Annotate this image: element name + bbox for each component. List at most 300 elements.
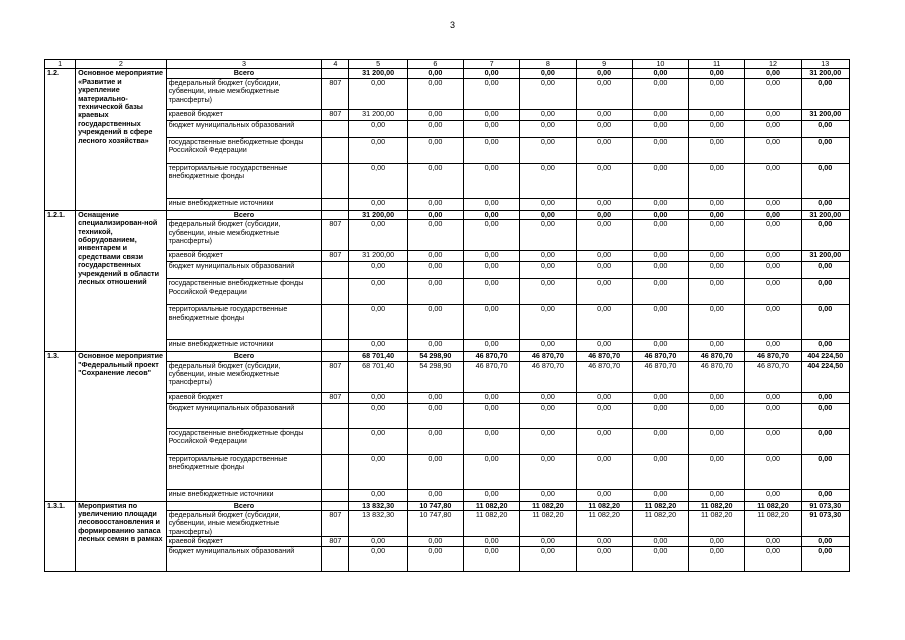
amount-cell: 0,00 bbox=[689, 547, 745, 572]
amount-cell: 0,00 bbox=[745, 454, 801, 489]
amount-cell: 0,00 bbox=[632, 198, 688, 210]
amount-cell: 0,00 bbox=[349, 198, 407, 210]
amount-cell: 0,00 bbox=[689, 428, 745, 454]
funding-source: территориальные государственные внебюджетные фонды bbox=[166, 163, 322, 198]
amount-cell: 0,00 bbox=[576, 305, 632, 340]
amount-cell: 0,00 bbox=[576, 109, 632, 120]
amount-cell: 0,00 bbox=[745, 210, 801, 219]
amount-cell: 0,00 bbox=[576, 279, 632, 305]
funding-source: бюджет муниципальных образований bbox=[166, 262, 322, 279]
amount-cell: 46 870,70 bbox=[520, 361, 576, 392]
amount-cell: 0,00 bbox=[689, 262, 745, 279]
amount-cell: 0,00 bbox=[520, 251, 576, 262]
amount-cell: 0,00 bbox=[520, 137, 576, 163]
budget-code bbox=[322, 137, 349, 163]
table-row bbox=[45, 489, 850, 501]
amount-cell: 0,00 bbox=[576, 120, 632, 137]
amount-cell: 0,00 bbox=[464, 220, 520, 251]
amount-cell: 0,00 bbox=[689, 220, 745, 251]
amount-cell: 0,00 bbox=[464, 137, 520, 163]
amount-cell: 0,00 bbox=[407, 454, 463, 489]
amount-cell: 13 832,30 bbox=[349, 511, 407, 537]
amount-cell: 0,00 bbox=[464, 69, 520, 78]
column-number-row bbox=[45, 60, 850, 69]
amount-cell: 54 298,90 bbox=[407, 361, 463, 392]
column-number: 9 bbox=[576, 60, 632, 69]
amount-cell: 0,00 bbox=[464, 403, 520, 428]
amount-cell: 0,00 bbox=[349, 403, 407, 428]
amount-cell: 0,00 bbox=[689, 78, 745, 109]
amount-cell: 0,00 bbox=[576, 454, 632, 489]
budget-code bbox=[322, 489, 349, 501]
amount-cell: 46 870,70 bbox=[745, 352, 801, 361]
amount-cell: 0,00 bbox=[745, 489, 801, 501]
funding-source: территориальные государственные внебюджетные фонды bbox=[166, 454, 322, 489]
amount-cell: 0,00 bbox=[801, 489, 849, 501]
funding-source: Всего bbox=[166, 352, 322, 361]
budget-code: 807 bbox=[322, 537, 349, 547]
amount-cell: 0,00 bbox=[576, 262, 632, 279]
amount-cell: 0,00 bbox=[407, 220, 463, 251]
amount-cell: 46 870,70 bbox=[632, 361, 688, 392]
amount-cell: 0,00 bbox=[632, 78, 688, 109]
budget-code bbox=[322, 403, 349, 428]
amount-cell: 10 747,80 bbox=[407, 501, 463, 510]
amount-cell: 0,00 bbox=[464, 109, 520, 120]
table-row bbox=[45, 547, 850, 572]
budget-code: 807 bbox=[322, 361, 349, 392]
amount-cell: 0,00 bbox=[520, 403, 576, 428]
funding-source: иные внебюджетные источники bbox=[166, 489, 322, 501]
amount-cell: 0,00 bbox=[745, 220, 801, 251]
amount-cell: 11 082,20 bbox=[520, 501, 576, 510]
amount-cell: 0,00 bbox=[464, 120, 520, 137]
amount-cell: 13 832,30 bbox=[349, 501, 407, 510]
funding-source: государственные внебюджетные фонды Российской Федерации bbox=[166, 428, 322, 454]
amount-cell: 0,00 bbox=[407, 262, 463, 279]
amount-cell: 0,00 bbox=[801, 403, 849, 428]
amount-cell: 0,00 bbox=[689, 251, 745, 262]
amount-cell: 0,00 bbox=[349, 220, 407, 251]
table-row bbox=[45, 120, 850, 137]
amount-cell: 31 200,00 bbox=[801, 69, 849, 78]
amount-cell: 0,00 bbox=[689, 403, 745, 428]
amount-cell: 0,00 bbox=[689, 537, 745, 547]
amount-cell: 31 200,00 bbox=[349, 210, 407, 219]
amount-cell: 0,00 bbox=[632, 251, 688, 262]
amount-cell: 0,00 bbox=[349, 340, 407, 352]
budget-code bbox=[322, 352, 349, 361]
funding-source: федеральный бюджет (субсидии, субвенции, иные межбюджетные трансферты) bbox=[166, 78, 322, 109]
amount-cell: 0,00 bbox=[801, 78, 849, 109]
table-row bbox=[45, 352, 850, 361]
amount-cell: 0,00 bbox=[689, 109, 745, 120]
budget-table bbox=[44, 59, 850, 572]
amount-cell: 0,00 bbox=[464, 454, 520, 489]
amount-cell: 0,00 bbox=[464, 78, 520, 109]
amount-cell: 0,00 bbox=[745, 305, 801, 340]
table-row bbox=[45, 262, 850, 279]
amount-cell: 0,00 bbox=[576, 547, 632, 572]
budget-code: 807 bbox=[322, 251, 349, 262]
amount-cell: 91 073,30 bbox=[801, 511, 849, 537]
amount-cell: 0,00 bbox=[407, 137, 463, 163]
budget-code: 807 bbox=[322, 78, 349, 109]
table-row bbox=[45, 361, 850, 392]
amount-cell: 0,00 bbox=[632, 109, 688, 120]
amount-cell: 0,00 bbox=[632, 279, 688, 305]
funding-source: Всего bbox=[166, 501, 322, 510]
amount-cell: 0,00 bbox=[801, 198, 849, 210]
budget-code bbox=[322, 340, 349, 352]
amount-cell: 0,00 bbox=[745, 428, 801, 454]
amount-cell: 0,00 bbox=[407, 279, 463, 305]
budget-code bbox=[322, 501, 349, 510]
amount-cell: 0,00 bbox=[464, 305, 520, 340]
amount-cell: 0,00 bbox=[689, 137, 745, 163]
amount-cell: 0,00 bbox=[407, 489, 463, 501]
amount-cell: 0,00 bbox=[407, 305, 463, 340]
amount-cell: 0,00 bbox=[464, 340, 520, 352]
amount-cell: 0,00 bbox=[520, 537, 576, 547]
budget-code: 807 bbox=[322, 392, 349, 403]
amount-cell: 404 224,50 bbox=[801, 352, 849, 361]
table-row bbox=[45, 163, 850, 198]
amount-cell: 0,00 bbox=[349, 78, 407, 109]
amount-cell: 0,00 bbox=[745, 392, 801, 403]
amount-cell: 0,00 bbox=[689, 305, 745, 340]
column-number: 11 bbox=[689, 60, 745, 69]
funding-source: государственные внебюджетные фонды Российской Федерации bbox=[166, 137, 322, 163]
amount-cell: 0,00 bbox=[407, 392, 463, 403]
amount-cell: 0,00 bbox=[464, 428, 520, 454]
amount-cell: 11 082,20 bbox=[745, 501, 801, 510]
amount-cell: 46 870,70 bbox=[576, 352, 632, 361]
amount-cell: 68 701,40 bbox=[349, 352, 407, 361]
amount-cell: 0,00 bbox=[407, 78, 463, 109]
amount-cell: 0,00 bbox=[576, 392, 632, 403]
amount-cell: 0,00 bbox=[632, 210, 688, 219]
amount-cell: 0,00 bbox=[407, 547, 463, 572]
amount-cell: 0,00 bbox=[801, 454, 849, 489]
section-code: 1.2. bbox=[45, 69, 76, 210]
amount-cell: 0,00 bbox=[632, 69, 688, 78]
funding-source: краевой бюджет bbox=[166, 392, 322, 403]
amount-cell: 0,00 bbox=[801, 137, 849, 163]
amount-cell: 0,00 bbox=[520, 489, 576, 501]
amount-cell: 0,00 bbox=[689, 340, 745, 352]
amount-cell: 0,00 bbox=[464, 262, 520, 279]
section-code: 1.2.1. bbox=[45, 210, 76, 351]
amount-cell: 68 701,40 bbox=[349, 361, 407, 392]
amount-cell: 0,00 bbox=[407, 109, 463, 120]
budget-code: 807 bbox=[322, 109, 349, 120]
amount-cell: 0,00 bbox=[576, 428, 632, 454]
amount-cell: 46 870,70 bbox=[576, 361, 632, 392]
amount-cell: 404 224,50 bbox=[801, 361, 849, 392]
budget-code bbox=[322, 262, 349, 279]
amount-cell: 0,00 bbox=[576, 340, 632, 352]
budget-code bbox=[322, 428, 349, 454]
budget-code bbox=[322, 305, 349, 340]
table-row bbox=[45, 403, 850, 428]
amount-cell: 0,00 bbox=[801, 428, 849, 454]
amount-cell: 0,00 bbox=[576, 210, 632, 219]
amount-cell: 0,00 bbox=[407, 403, 463, 428]
table-row bbox=[45, 428, 850, 454]
column-number: 7 bbox=[464, 60, 520, 69]
amount-cell: 91 073,30 bbox=[801, 501, 849, 510]
budget-code bbox=[322, 163, 349, 198]
amount-cell: 0,00 bbox=[632, 489, 688, 501]
amount-cell: 0,00 bbox=[520, 392, 576, 403]
funding-source: федеральный бюджет (субсидии, субвенции, иные межбюджетные трансферты) bbox=[166, 361, 322, 392]
amount-cell: 0,00 bbox=[576, 489, 632, 501]
funding-source: бюджет муниципальных образований bbox=[166, 547, 322, 572]
page-number: 3 bbox=[449, 20, 455, 30]
funding-source: бюджет муниципальных образований bbox=[166, 403, 322, 428]
amount-cell: 0,00 bbox=[745, 279, 801, 305]
amount-cell: 0,00 bbox=[520, 220, 576, 251]
section-code: 1.3. bbox=[45, 352, 76, 501]
amount-cell: 0,00 bbox=[349, 262, 407, 279]
amount-cell: 0,00 bbox=[349, 392, 407, 403]
amount-cell: 0,00 bbox=[745, 547, 801, 572]
amount-cell: 0,00 bbox=[407, 69, 463, 78]
amount-cell: 0,00 bbox=[745, 69, 801, 78]
amount-cell: 0,00 bbox=[520, 69, 576, 78]
amount-cell: 0,00 bbox=[745, 537, 801, 547]
amount-cell: 0,00 bbox=[464, 392, 520, 403]
column-number: 12 bbox=[745, 60, 801, 69]
amount-cell: 0,00 bbox=[520, 547, 576, 572]
amount-cell: 0,00 bbox=[632, 403, 688, 428]
funding-source: территориальные государственные внебюджетные фонды bbox=[166, 305, 322, 340]
amount-cell: 0,00 bbox=[349, 279, 407, 305]
amount-cell: 0,00 bbox=[745, 198, 801, 210]
table-row bbox=[45, 511, 850, 537]
table-row bbox=[45, 109, 850, 120]
amount-cell: 31 200,00 bbox=[349, 251, 407, 262]
section-name: Мероприятия по увеличению площади лесовосстановления и формированию запаса лесных семян в рамках bbox=[76, 501, 166, 572]
column-number: 3 bbox=[166, 60, 322, 69]
amount-cell: 11 082,20 bbox=[745, 511, 801, 537]
amount-cell: 0,00 bbox=[632, 392, 688, 403]
amount-cell: 0,00 bbox=[464, 251, 520, 262]
amount-cell: 0,00 bbox=[576, 78, 632, 109]
amount-cell: 0,00 bbox=[745, 163, 801, 198]
funding-source: Всего bbox=[166, 69, 322, 78]
amount-cell: 0,00 bbox=[520, 78, 576, 109]
column-number: 13 bbox=[801, 60, 849, 69]
amount-cell: 0,00 bbox=[745, 78, 801, 109]
amount-cell: 0,00 bbox=[632, 454, 688, 489]
amount-cell: 0,00 bbox=[576, 137, 632, 163]
amount-cell: 0,00 bbox=[689, 163, 745, 198]
amount-cell: 0,00 bbox=[407, 198, 463, 210]
amount-cell: 0,00 bbox=[745, 340, 801, 352]
amount-cell: 0,00 bbox=[632, 163, 688, 198]
table-row bbox=[45, 78, 850, 109]
amount-cell: 0,00 bbox=[407, 428, 463, 454]
budget-code bbox=[322, 454, 349, 489]
amount-cell: 0,00 bbox=[407, 537, 463, 547]
table-row bbox=[45, 198, 850, 210]
amount-cell: 0,00 bbox=[576, 69, 632, 78]
amount-cell: 0,00 bbox=[464, 163, 520, 198]
amount-cell: 0,00 bbox=[576, 220, 632, 251]
amount-cell: 46 870,70 bbox=[520, 352, 576, 361]
amount-cell: 0,00 bbox=[349, 120, 407, 137]
amount-cell: 0,00 bbox=[349, 428, 407, 454]
amount-cell: 0,00 bbox=[801, 305, 849, 340]
table-row bbox=[45, 340, 850, 352]
amount-cell: 0,00 bbox=[745, 109, 801, 120]
amount-cell: 0,00 bbox=[520, 428, 576, 454]
amount-cell: 0,00 bbox=[745, 137, 801, 163]
amount-cell: 0,00 bbox=[689, 392, 745, 403]
amount-cell: 0,00 bbox=[520, 163, 576, 198]
amount-cell: 0,00 bbox=[632, 428, 688, 454]
amount-cell: 0,00 bbox=[632, 340, 688, 352]
amount-cell: 10 747,80 bbox=[407, 511, 463, 537]
amount-cell: 0,00 bbox=[801, 537, 849, 547]
amount-cell: 46 870,70 bbox=[745, 361, 801, 392]
section-name: Основное мероприятие «Развитие и укрепление материально-технической базы краевых государственных учреждений в сфере лесного хозяйства» bbox=[76, 69, 166, 210]
amount-cell: 0,00 bbox=[520, 454, 576, 489]
amount-cell: 11 082,20 bbox=[464, 511, 520, 537]
amount-cell: 0,00 bbox=[349, 489, 407, 501]
amount-cell: 11 082,20 bbox=[520, 511, 576, 537]
budget-code: 807 bbox=[322, 511, 349, 537]
amount-cell: 0,00 bbox=[689, 279, 745, 305]
amount-cell: 0,00 bbox=[689, 489, 745, 501]
amount-cell: 0,00 bbox=[464, 198, 520, 210]
amount-cell: 0,00 bbox=[464, 210, 520, 219]
amount-cell: 0,00 bbox=[520, 305, 576, 340]
amount-cell: 31 200,00 bbox=[801, 210, 849, 219]
amount-cell: 11 082,20 bbox=[576, 501, 632, 510]
amount-cell: 0,00 bbox=[520, 120, 576, 137]
budget-code: 807 bbox=[322, 220, 349, 251]
amount-cell: 0,00 bbox=[407, 120, 463, 137]
amount-cell: 0,00 bbox=[689, 120, 745, 137]
amount-cell: 0,00 bbox=[801, 392, 849, 403]
amount-cell: 0,00 bbox=[349, 454, 407, 489]
amount-cell: 0,00 bbox=[689, 69, 745, 78]
amount-cell: 0,00 bbox=[801, 120, 849, 137]
column-number: 10 bbox=[632, 60, 688, 69]
amount-cell: 46 870,70 bbox=[632, 352, 688, 361]
amount-cell: 46 870,70 bbox=[464, 352, 520, 361]
column-number: 5 bbox=[349, 60, 407, 69]
table-row bbox=[45, 537, 850, 547]
column-number: 4 bbox=[322, 60, 349, 69]
amount-cell: 11 082,20 bbox=[632, 511, 688, 537]
amount-cell: 31 200,00 bbox=[349, 109, 407, 120]
budget-code bbox=[322, 279, 349, 305]
amount-cell: 0,00 bbox=[576, 251, 632, 262]
amount-cell: 0,00 bbox=[520, 340, 576, 352]
amount-cell: 0,00 bbox=[801, 340, 849, 352]
amount-cell: 31 200,00 bbox=[801, 251, 849, 262]
funding-source: бюджет муниципальных образований bbox=[166, 120, 322, 137]
table-row bbox=[45, 210, 850, 219]
table-row bbox=[45, 279, 850, 305]
amount-cell: 0,00 bbox=[464, 279, 520, 305]
amount-cell: 46 870,70 bbox=[464, 361, 520, 392]
amount-cell: 31 200,00 bbox=[349, 69, 407, 78]
amount-cell: 0,00 bbox=[576, 403, 632, 428]
funding-source: краевой бюджет bbox=[166, 537, 322, 547]
funding-source: краевой бюджет bbox=[166, 251, 322, 262]
budget-code bbox=[322, 210, 349, 219]
amount-cell: 0,00 bbox=[520, 210, 576, 219]
amount-cell: 0,00 bbox=[520, 279, 576, 305]
budget-code bbox=[322, 547, 349, 572]
section-name: Основное мероприятие "Федеральный проект "Сохранение лесов" bbox=[76, 352, 166, 501]
amount-cell: 0,00 bbox=[520, 198, 576, 210]
funding-source: государственные внебюджетные фонды Российской Федерации bbox=[166, 279, 322, 305]
amount-cell: 11 082,20 bbox=[689, 501, 745, 510]
table-row bbox=[45, 69, 850, 78]
amount-cell: 0,00 bbox=[689, 198, 745, 210]
amount-cell: 0,00 bbox=[349, 163, 407, 198]
table-row bbox=[45, 501, 850, 510]
amount-cell: 0,00 bbox=[520, 109, 576, 120]
amount-cell: 0,00 bbox=[745, 403, 801, 428]
column-number: 2 bbox=[76, 60, 166, 69]
section-name: Оснащение специализирован-ной техникой, оборудованием, инвентарем и средствами связи государственных учреждений в области лесных отношений bbox=[76, 210, 166, 351]
amount-cell: 0,00 bbox=[632, 120, 688, 137]
amount-cell: 31 200,00 bbox=[801, 109, 849, 120]
funding-source: Всего bbox=[166, 210, 322, 219]
budget-code bbox=[322, 198, 349, 210]
amount-cell: 0,00 bbox=[801, 262, 849, 279]
amount-cell: 0,00 bbox=[745, 262, 801, 279]
table-row bbox=[45, 251, 850, 262]
amount-cell: 0,00 bbox=[576, 163, 632, 198]
amount-cell: 0,00 bbox=[464, 537, 520, 547]
budget-code bbox=[322, 69, 349, 78]
amount-cell: 46 870,70 bbox=[689, 361, 745, 392]
amount-cell: 0,00 bbox=[689, 454, 745, 489]
amount-cell: 0,00 bbox=[464, 547, 520, 572]
column-number: 6 bbox=[407, 60, 463, 69]
amount-cell: 0,00 bbox=[632, 262, 688, 279]
amount-cell: 0,00 bbox=[632, 137, 688, 163]
amount-cell: 0,00 bbox=[349, 137, 407, 163]
amount-cell: 54 298,90 bbox=[407, 352, 463, 361]
amount-cell: 0,00 bbox=[745, 251, 801, 262]
amount-cell: 0,00 bbox=[464, 489, 520, 501]
amount-cell: 11 082,20 bbox=[464, 501, 520, 510]
amount-cell: 0,00 bbox=[801, 547, 849, 572]
amount-cell: 0,00 bbox=[407, 340, 463, 352]
table-row bbox=[45, 137, 850, 163]
amount-cell: 0,00 bbox=[801, 220, 849, 251]
amount-cell: 0,00 bbox=[407, 251, 463, 262]
table-row bbox=[45, 454, 850, 489]
amount-cell: 46 870,70 bbox=[689, 352, 745, 361]
amount-cell: 0,00 bbox=[632, 305, 688, 340]
amount-cell: 0,00 bbox=[632, 537, 688, 547]
amount-cell: 11 082,20 bbox=[632, 501, 688, 510]
table-row bbox=[45, 392, 850, 403]
amount-cell: 0,00 bbox=[689, 210, 745, 219]
amount-cell: 11 082,20 bbox=[576, 511, 632, 537]
budget-code bbox=[322, 120, 349, 137]
